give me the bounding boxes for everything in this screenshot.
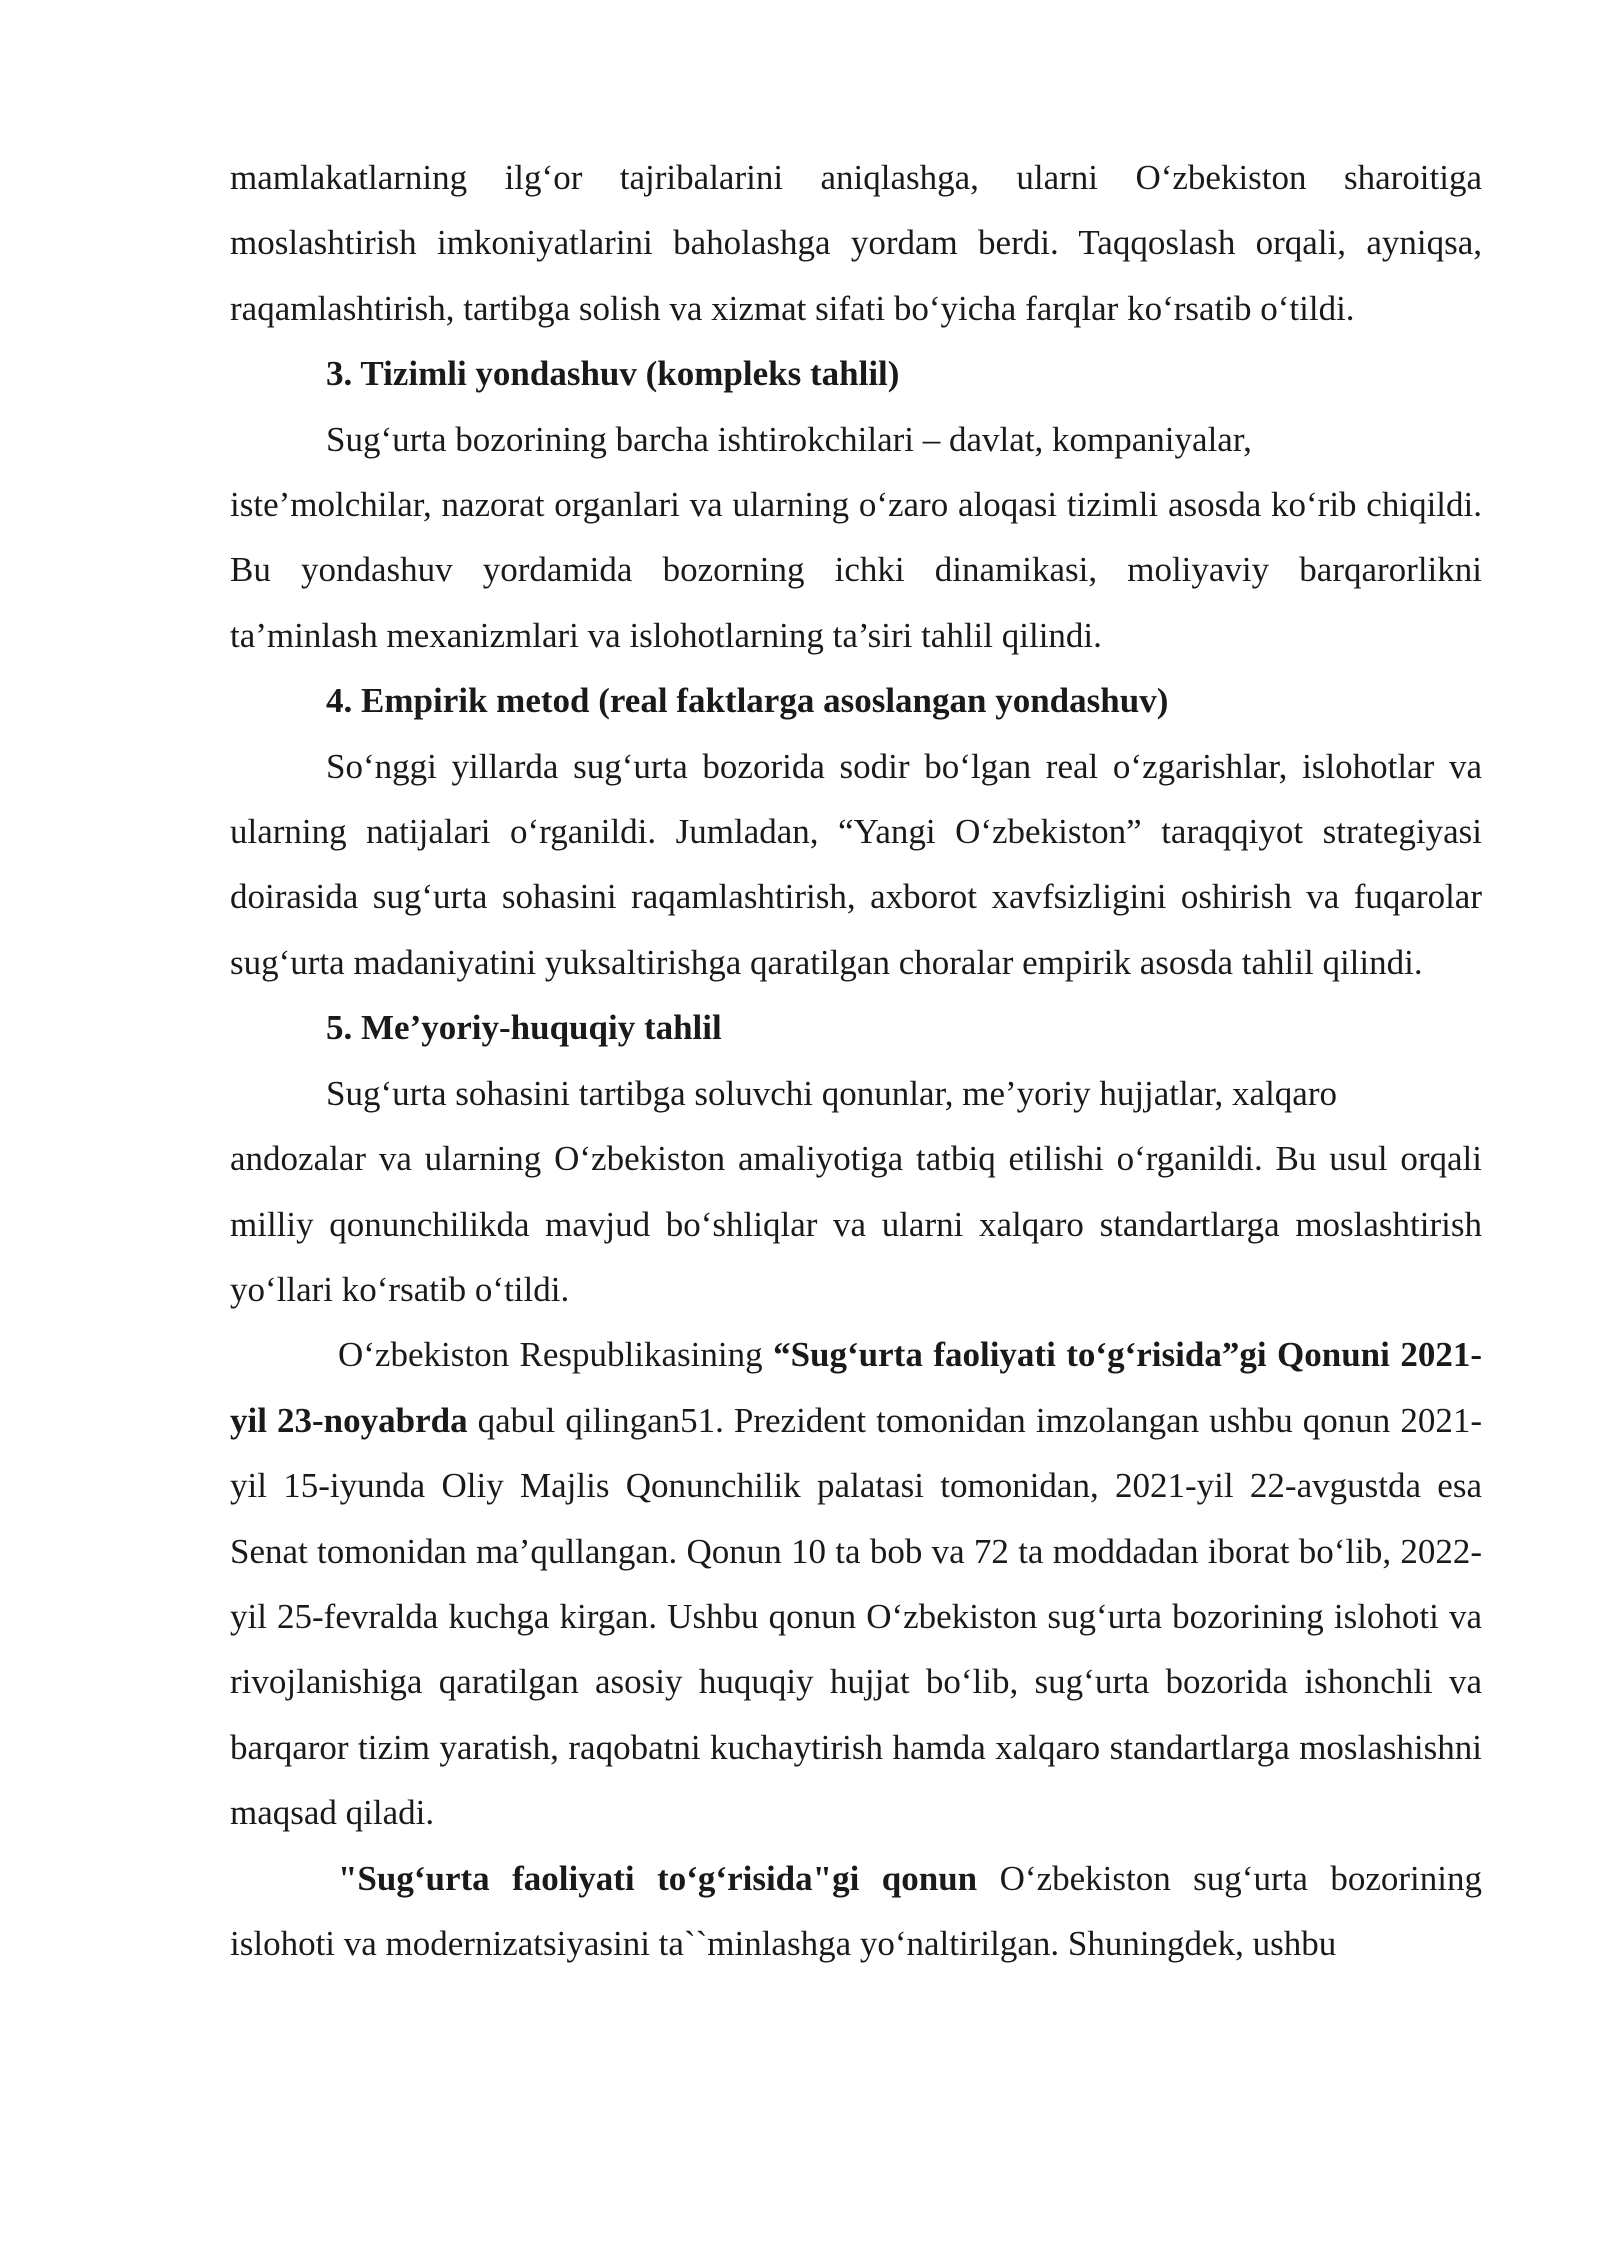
heading-legal-analysis: 5. Me’yoriy-huquqiy tahlil [326, 1008, 722, 1048]
paragraph-empirical: So‘nggi yillarda sug‘urta bozorida sodir bo‘lgan real o‘zgarishlar, islohotlar va ularning natijalari o‘rganildi. Jumladan, “Yangi O‘zbekiston” taraqqiyot strategiyasi doirasida sug‘urta sohasini raqamlashtirish, axborot xavfsizligini oshirish va fuqarolar sug‘urta madaniyatini yuksaltirishga qaratilgan choralar empirik asosda tahlil qilindi. [230, 746, 1482, 982]
law-title-bold: “Sug‘urta faoliyati to‘g‘risida”gi Qonuni 2021-yil 23-noyabrda [230, 1335, 1483, 1440]
paragraph-systematic-line1: Sug‘urta bozorining barcha ishtirokchilari – davlat, kompaniyalar, [326, 419, 1252, 459]
heading-empirical-method: 4. Empirik metod (real faktlarga asoslangan yondashuv) [326, 681, 1169, 721]
law-description-text: qabul qilingan51. Prezident tomonidan imzolangan ushbu qonun 2021-yil 15-iyunda Oliy Majlis Qonunchilik palatasi tomonidan, 2021-yil 22-avgustda esa Senat tomonidan ma’qullangan. Qonun 10 ta bob va 72 ta moddadan iborat bo‘lib, 2022-yil 25-fevralda kuchga kirgan. Ushbu qonun O‘zbekiston sug‘urta bozorining islohoti va rivojlanishiga qaratilgan asosiy huquqiy hujjat bo‘lib, sug‘urta bozorida ishonchli va barqaror tizim yaratish, raqobatni kuchaytirish hamda xalqaro standartlarga moslashishni maqsad qiladi. [230, 1400, 1482, 1833]
paragraph-systematic-rest: iste’molchilar, nazorat organlari va ularning o‘zaro aloqasi tizimli asosda ko‘rib chiqildi. Bu yondashuv yordamida bozorning ichki dinamikasi, moliyaviy barqarorlikni ta’minlash mexanizmlari va islohotlarning ta’siri tahlil qilindi. [230, 485, 1482, 655]
law-purpose-text: O‘zbekiston sug‘urta bozorining islohoti va modernizatsiyasini ta``minlashga yo‘naltirilgan. Shuningdek, ushbu [230, 1858, 1482, 1963]
paragraph-legal-line1: Sug‘urta sohasini tartibga soluvchi qonunlar, me’yoriy hujjatlar, xalqaro [326, 1073, 1337, 1113]
paragraph-insurance-law [230, 1322, 1482, 1845]
paragraph-law-purpose [230, 1846, 1482, 1977]
paragraph-comparative-method: mamlakatlarning ilg‘or tajribalarini aniqlashga, ularni O‘zbekiston sharoitiga moslashtirish imkoniyatlarini baholashga yordam berdi. Taqqoslash orqali, ayniqsa, raqamlashtirish, tartibga solish va xizmat sifati bo‘yicha farqlar ko‘rsatib o‘tildi. [230, 158, 1482, 328]
law-name-bold: "Sug‘urta faoliyati to‘g‘risida"gi qonun [338, 1858, 978, 1898]
law-intro-text: O‘zbekiston Respublikasining [338, 1335, 774, 1375]
heading-systematic-approach: 3. Tizimli yondashuv (kompleks tahlil) [326, 354, 900, 394]
paragraph-legal-rest: andozalar va ularning O‘zbekiston amaliyotiga tatbiq etilishi o‘rganildi. Bu usul orqali milliy qonunchilikda mavjud bo‘shliqlar va ularni xalqaro standartlarga moslashtirish yo‘llari ko‘rsatib o‘tildi. [230, 1139, 1482, 1309]
document-body [230, 145, 1482, 1976]
